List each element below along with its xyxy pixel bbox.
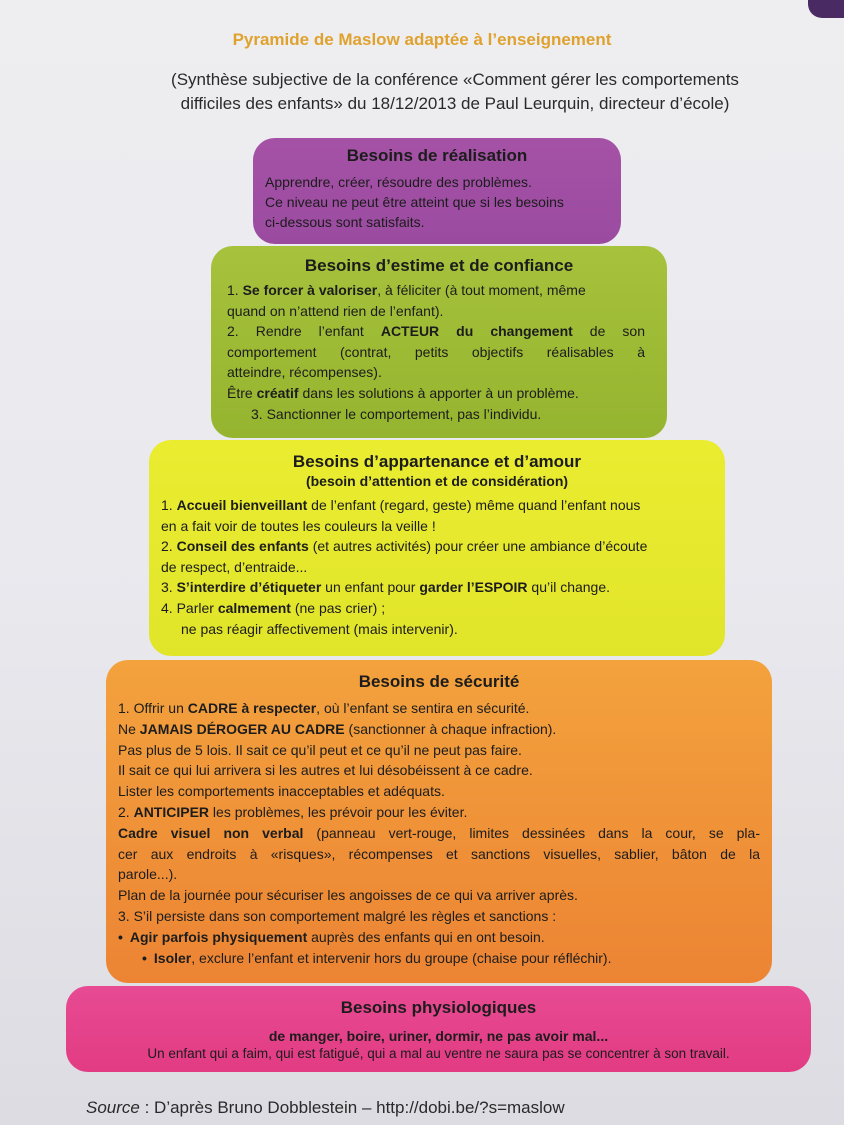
body-line: 1. Se forcer à valoriser, à féliciter (à tout moment, même <box>227 282 586 298</box>
level-estime <box>211 246 667 438</box>
body-line: Pas plus de 5 lois. Il sait ce qu’il peut et ce qu’il ne peut pas faire. <box>118 741 522 758</box>
body-line: Apprendre, créer, résoudre des problèmes. <box>265 174 532 190</box>
bullet-item: • Agir parfois physiquement auprès des enfants qui en ont besoin. <box>118 927 760 948</box>
level-physiologiques <box>66 986 811 1072</box>
level-subtitle: (besoin d’attention et de considération) <box>305 473 569 489</box>
body-line: atteindre, récompenses). <box>227 364 382 381</box>
source-text: : D’après Bruno Dobblestein – http://dobi.be/?s=maslow <box>139 1098 565 1117</box>
page-title: Pyramide de Maslow adaptée à l’enseignement <box>232 30 612 49</box>
level-title: Besoins physiologiques <box>340 998 537 1017</box>
subtitle <box>110 68 800 116</box>
subtitle-line: (Synthèse subjective de la conférence «Comment gérer les comportements <box>171 70 739 89</box>
body-line: ne pas réagir affectivement (mais intervenir). <box>181 620 458 637</box>
body-line: 3. S’interdire d’étiqueter un enfant pour garder l’ESPOIR qu’il change. <box>161 579 611 596</box>
body-line: Plan de la journée pour sécuriser les angoisses de ce qui va arriver après. <box>118 887 578 904</box>
body-line: quand on n’attend rien de l’enfant). <box>227 302 444 319</box>
body-line: 3. Sanctionner le comportement, pas l’individu. <box>251 405 542 422</box>
body-line: 3. S’il persiste dans son comportement malgré les règles et sanctions : <box>118 907 557 924</box>
body-line: 2. ANTICIPER les problèmes, les prévoir pour les éviter. <box>118 803 468 820</box>
body-line: Un enfant qui a faim, qui est fatigué, qui a mal au ventre ne saura pas se concentrer à son travail. <box>147 1046 730 1061</box>
body-line: Ne JAMAIS DÉROGER AU CADRE (sanctionner à chaque infraction). <box>118 720 557 737</box>
level-title: Besoins d’estime et de confiance <box>304 256 574 275</box>
level-body <box>265 172 621 232</box>
bullet-icon: • <box>142 949 147 966</box>
level-body <box>161 495 715 639</box>
level-title: Besoins d’appartenance et d’amour <box>292 452 582 471</box>
body-line: 1. Offrir un CADRE à respecter, où l’enfant se sentira en sécurité. <box>118 700 530 716</box>
body-line: 4. Parler calmement (ne pas crier) ; <box>161 599 386 616</box>
level-appartenance <box>149 440 725 656</box>
body-line: en a fait voir de toutes les couleurs la veille ! <box>161 517 436 534</box>
level-realisation <box>253 138 621 244</box>
level-body <box>227 280 645 424</box>
level-body <box>118 698 760 968</box>
body-line: 2. Conseil des enfants (et autres activités) pour créer une ambiance d’écoute <box>161 538 648 555</box>
body-line: ci-dessous sont satisfaits. <box>265 214 425 230</box>
body-line: 1. Accueil bienveillant de l’enfant (regard, geste) même quand l’enfant nous <box>161 497 641 513</box>
level-title: Besoins de réalisation <box>346 146 528 165</box>
body-line: Il sait ce qui lui arrivera si les autres et lui désobéissent à ce cadre. <box>118 762 533 779</box>
body-line: Être créatif dans les solutions à apporter à un problème. <box>227 384 579 401</box>
bullet-icon: • <box>118 928 123 945</box>
source-label: Source <box>86 1098 140 1117</box>
body-line: de respect, d’entraide... <box>161 558 308 575</box>
corner-tab <box>808 0 844 18</box>
body-line: Lister les comportements inacceptables et adéquats. <box>118 783 445 800</box>
bullet-item: • Isoler, exclure l’enfant et intervenir hors du groupe (chaise pour réfléchir). <box>118 948 760 969</box>
body-line: 2. Rendre l’enfant ACTEUR du changement de son <box>227 323 645 340</box>
level-subtitle: de manger, boire, uriner, dormir, ne pas avoir mal... <box>268 1028 609 1044</box>
level-title: Besoins de sécurité <box>358 672 520 691</box>
level-securite <box>106 660 772 983</box>
source-credit <box>86 1098 565 1118</box>
subtitle-line: difficiles des enfants» du 18/12/2013 de Paul Leurquin, directeur d’école) <box>180 94 730 113</box>
body-line: comportement (contrat, petits objectifs réalisables à <box>227 343 645 360</box>
body-line: Cadre visuel non verbal (panneau vert-rouge, limites dessinées dans la cour, se pla- <box>118 824 760 841</box>
body-line: parole...). <box>118 866 178 883</box>
body-line: cer aux endroits à «risques», récompenses et sanctions visuelles, sablier, bâton de la <box>118 845 760 862</box>
body-line: Ce niveau ne peut être atteint que si les besoins <box>265 194 564 210</box>
